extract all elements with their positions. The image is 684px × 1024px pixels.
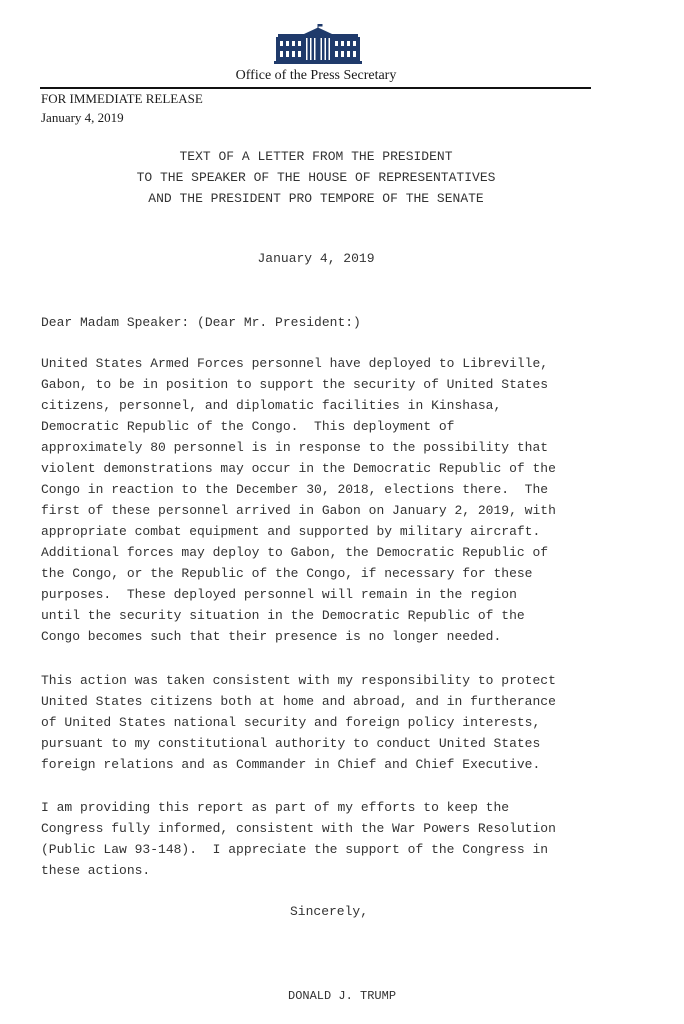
paragraph-line: Congo becomes such that their presence is no longer needed. bbox=[41, 629, 502, 644]
office-title: Office of the Press Secretary bbox=[235, 68, 397, 83]
letter-date: January 4, 2019 bbox=[257, 251, 375, 266]
letter-heading bbox=[0, 146, 632, 209]
paragraph-line: I am providing this report as part of my efforts to keep the bbox=[41, 800, 510, 815]
heading-line: TEXT OF A LETTER FROM THE PRESIDENT bbox=[179, 149, 453, 164]
paragraph-1 bbox=[41, 353, 641, 647]
paragraph-line: violent demonstrations may occur in the Democratic Republic of the bbox=[41, 461, 556, 476]
paragraph-line: This action was taken consistent with my responsibility to protect bbox=[41, 673, 556, 688]
paragraph-line: Democratic Republic of the Congo. This deployment of bbox=[41, 419, 455, 434]
paragraph-line: United States Armed Forces personnel have deployed to Libreville, bbox=[41, 356, 549, 371]
heading-line: AND THE PRESIDENT PRO TEMPORE OF THE SENATE bbox=[148, 191, 484, 206]
signature: DONALD J. TRUMP bbox=[288, 989, 397, 1003]
salutation: Dear Madam Speaker: (Dear Mr. President:) bbox=[41, 315, 361, 330]
paragraph-line: Congress fully informed, consistent with the War Powers Resolution bbox=[41, 821, 556, 836]
paragraph-line: foreign relations and as Commander in Chief and Chief Executive. bbox=[41, 757, 541, 772]
release-label: FOR IMMEDIATE RELEASE bbox=[41, 91, 203, 106]
paragraph-line: (Public Law 93-148). I appreciate the support of the Congress in bbox=[41, 842, 549, 857]
paragraph-2 bbox=[41, 670, 641, 775]
closing: Sincerely, bbox=[290, 904, 369, 919]
paragraph-line: citizens, personnel, and diplomatic facilities in Kinshasa, bbox=[41, 398, 502, 413]
paragraph-3 bbox=[41, 797, 641, 881]
paragraph-line: the Congo, or the Republic of the Congo, if necessary for these bbox=[41, 566, 533, 581]
header-divider bbox=[40, 87, 591, 89]
paragraph-line: pursuant to my constitutional authority to conduct United States bbox=[41, 736, 541, 751]
paragraph-line: appropriate combat equipment and supported by military aircraft. bbox=[41, 524, 541, 539]
paragraph-line: these actions. bbox=[41, 863, 151, 878]
white-house-icon bbox=[274, 24, 362, 64]
paragraph-line: Gabon, to be in position to support the security of United States bbox=[41, 377, 549, 392]
paragraph-line: purposes. These deployed personnel will remain in the region bbox=[41, 587, 517, 602]
paragraph-line: United States citizens both at home and abroad, and in furtherance bbox=[41, 694, 556, 709]
paragraph-line: of United States national security and foreign policy interests, bbox=[41, 715, 541, 730]
paragraph-line: first of these personnel arrived in Gabon on January 2, 2019, with bbox=[41, 503, 556, 518]
release-date: January 4, 2019 bbox=[41, 110, 124, 125]
paragraph-line: Congo in reaction to the December 30, 2018, elections there. The bbox=[41, 482, 549, 497]
paragraph-line: until the security situation in the Democratic Republic of the bbox=[41, 608, 525, 623]
heading-line: TO THE SPEAKER OF THE HOUSE OF REPRESENTATIVES bbox=[136, 170, 496, 185]
paragraph-line: Additional forces may deploy to Gabon, the Democratic Republic of bbox=[41, 545, 549, 560]
paragraph-line: approximately 80 personnel is in response to the possibility that bbox=[41, 440, 549, 455]
